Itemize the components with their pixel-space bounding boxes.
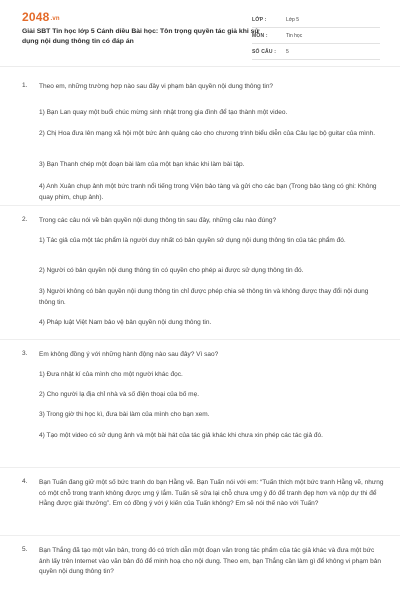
meta-info [252, 12, 380, 60]
answer-option: 3) Trong giờ thi học kì, đưa bài làm của mình cho bạn xem. [39, 411, 210, 418]
meta-label: LỚP : [252, 17, 267, 23]
question-text: Theo em, những trường hợp nào sau đây vi phạm bản quyền nội dung thông tin? [39, 83, 274, 90]
question-divider [0, 467, 400, 468]
logo-suffix: .vn [50, 16, 60, 22]
meta-value: 5 [286, 49, 289, 55]
header-divider [0, 66, 400, 67]
question-text: Trong các câu nói về bản quyền nội dung thông tin sau đây, những câu nào đúng? [39, 217, 277, 224]
answer-option: 4) Anh Xuân chụp ảnh một bức tranh nổi tiếng trong Viện bảo tàng và gửi cho các bạn (Trong bảo tàng có ghi: Không quay phim, chụp ảnh). [39, 183, 377, 201]
meta-row-class [252, 12, 380, 28]
question-number: 5. [22, 546, 28, 553]
question-text: Bạn Thắng đã tạo một văn bản, trong đó có trích dẫn một đoạn văn trong tác phẩm của tác giả khác và đưa một bức ảnh lấy trên Internet vào văn bản đó để minh hoạ cho nội dung. Theo em, bạn Thắng cần làm gì để không vi phạm bản quyền nội dung thông tin? [39, 547, 381, 575]
header [0, 0, 400, 66]
meta-label: MÔN : [252, 33, 268, 39]
meta-row-count [252, 44, 380, 60]
meta-value: Tin học [286, 33, 303, 39]
meta-value: Lớp 5 [286, 17, 300, 23]
question-number: 1. [22, 82, 28, 89]
logo-text: 2048 [22, 10, 50, 24]
site-logo[interactable] [22, 10, 60, 24]
question-text: Bạn Tuấn đang giữ một số bức tranh do bạn Hằng vẽ. Bạn Tuấn nói với em: “Tuấn thích một bức tranh Hằng vẽ, nhưng có một chỗ trong tranh không được ưng ý lắm. Tuấn sẽ sửa lại chỗ chưa ưng ý đó để tranh đẹp hơn và nộp dự thi để Hằng được giải thưởng”. Em có đồng ý với ý kiến của Tuấn không? Em sẽ nói thế nào với Tuấn? [39, 479, 384, 507]
answer-option: 4) Pháp luật Việt Nam bảo vệ bản quyền nội dung thông tin. [39, 319, 212, 326]
answer-option: 3) Người không có bản quyền nội dung thông tin chỉ được phép chia sẻ thông tin và không được thay đổi nội dung thông tin. [39, 288, 369, 306]
question-number: 4. [22, 478, 28, 485]
meta-label: SỐ CÂU : [252, 49, 277, 55]
question-number: 2. [22, 216, 28, 223]
question-number: 3. [22, 350, 28, 357]
answer-option: 1) Bạn Lan quay một buổi chúc mừng sinh nhật trong gia đình để tạo thành một video. [39, 109, 288, 116]
question-text: Em không đồng ý với những hành động nào sau đây? Vì sao? [39, 351, 219, 358]
answer-option: 1) Tác giả của một tác phẩm là người duy nhất có bản quyền sử dụng nội dung thông tin của tác phẩm đó. [39, 237, 346, 244]
question-divider [0, 205, 400, 206]
answer-option: 2) Cho người lạ địa chỉ nhà và số điện thoại của bố mẹ. [39, 391, 200, 398]
meta-row-subject [252, 28, 380, 44]
answer-option: 2) Chị Hoa đưa lên mạng xã hội một bức ảnh quảng cáo cho chương trình biểu diễn của Câu lạc bộ guitar của mình. [39, 130, 376, 137]
answer-option: 2) Người có bản quyền nội dung thông tin có quyền cho phép ai được sử dụng thông tin đó. [39, 267, 304, 274]
question-divider [0, 535, 400, 536]
document-title: Giải SBT Tin học lớp 5 Cánh diều Bài học: Tôn trọng quyền tác giả khi sử dụng nội dung thông tin có đáp án [22, 28, 260, 45]
answer-option: 1) Đưa nhật kí của mình cho một người khác đọc. [39, 371, 183, 378]
answer-option: 3) Bạn Thanh chép một đoạn bài làm của một bạn khác khi làm bài tập. [39, 161, 245, 168]
question-divider [0, 339, 400, 340]
answer-option: 4) Tạo một video có sử dụng ảnh và một bài hát của tác giả khác khi chưa xin phép các tác giả đó. [39, 432, 323, 439]
